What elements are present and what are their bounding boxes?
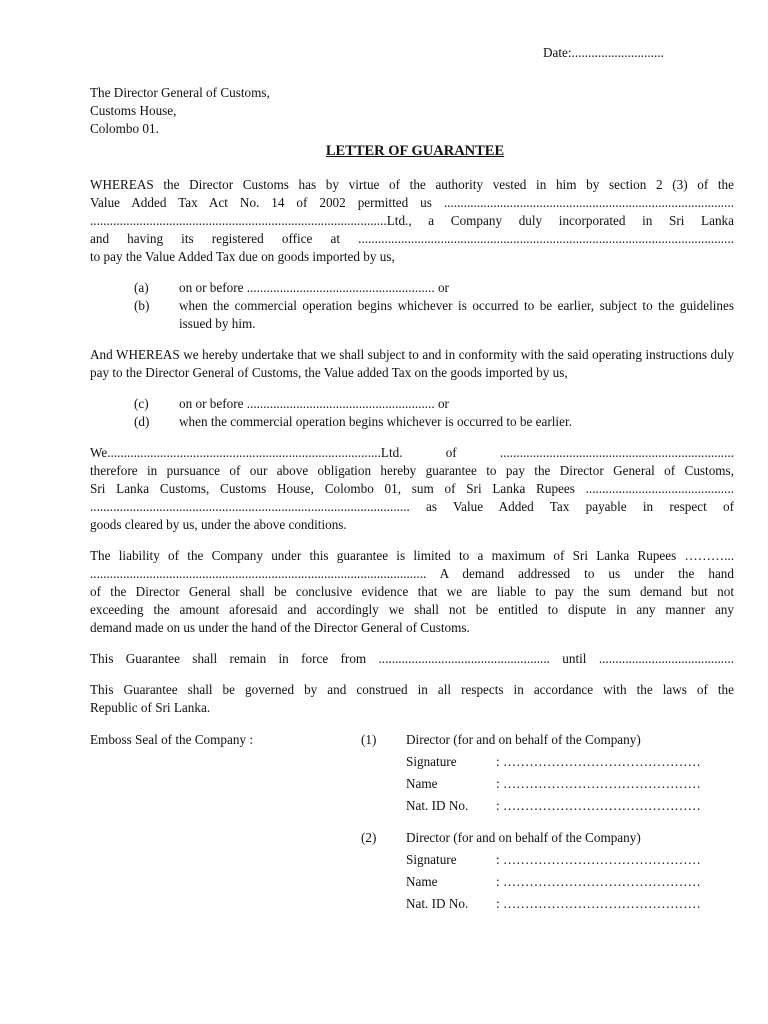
liability-paragraph bbox=[90, 547, 734, 637]
signatory-details bbox=[406, 731, 734, 815]
emboss-seal-label: Emboss Seal of the Company : bbox=[90, 732, 253, 747]
and-whereas-paragraph: And WHEREAS we hereby undertake that we shall subject to and in conformity with the said operating instructions duly pay to the Director General of Customs, the Value added Tax on the goods imported by us, bbox=[90, 347, 734, 380]
we-line: therefore in pursuance of our above obligation hereby guarantee to pay the Director General of Customs, bbox=[90, 463, 734, 478]
liability-line: The liability of the Company under this guarantee is limited to a maximum of Sri Lanka Rupees ………... bbox=[90, 548, 734, 563]
list-text: on or before ......................................................... or bbox=[179, 280, 449, 295]
list-item bbox=[90, 279, 734, 297]
signatory-heading: Director (for and on behalf of the Company) bbox=[406, 830, 641, 845]
field-value: : ……………………………………… bbox=[496, 896, 701, 911]
field-value: : ……………………………………… bbox=[496, 798, 701, 813]
signatory-heading: Director (for and on behalf of the Company) bbox=[406, 732, 641, 747]
field-label: Nat. ID No. bbox=[406, 896, 469, 911]
list-marker: (a) bbox=[134, 280, 149, 295]
signature-row bbox=[406, 753, 734, 771]
in-force-paragraph: This Guarantee shall remain in force from .................................................... until ......................................... bbox=[90, 651, 734, 666]
whereas-line: and having its registered office at .................................................................................................................. bbox=[90, 231, 734, 246]
we-paragraph bbox=[90, 444, 734, 534]
whereas-line: to pay the Value Added Tax due on goods imported by us, bbox=[90, 249, 395, 264]
addressee-line: Customs House, bbox=[90, 103, 177, 118]
addressee-line: Colombo 01. bbox=[90, 121, 159, 136]
whereas-paragraph bbox=[90, 176, 734, 266]
liability-line: of the Director General shall be conclusive evidence that we are liable to pay the sum demand but not bbox=[90, 584, 734, 599]
signatory-details bbox=[406, 829, 734, 913]
list-text: when the commercial operation begins whichever is occurred to be earlier. bbox=[179, 414, 572, 429]
field-value: : ……………………………………… bbox=[496, 852, 701, 867]
signatory-number: (2) bbox=[361, 830, 377, 845]
we-line: We...................................................................................Ltd. of ....................................................................... bbox=[90, 445, 734, 460]
list-marker: (d) bbox=[134, 414, 150, 429]
governed-line: Republic of Sri Lanka. bbox=[90, 700, 211, 715]
addressee-line: The Director General of Customs, bbox=[90, 85, 270, 100]
date-line: Date:............................ bbox=[543, 45, 664, 60]
whereas-line: WHEREAS the Director Customs has by virtue of the authority vested in him by section 2 (3) of the bbox=[90, 177, 734, 192]
signature-row bbox=[406, 851, 734, 869]
whereas-line: Value Added Tax Act No. 14 of 2002 permitted us ........................................................................................ bbox=[90, 195, 734, 210]
signature-block-2 bbox=[90, 829, 734, 913]
field-value: : ……………………………………… bbox=[496, 874, 701, 889]
field-value: : ……………………………………… bbox=[496, 754, 701, 769]
liability-line: exceeding the amount aforesaid and accordingly we shall not be entitled to dispute in any manner any bbox=[90, 602, 734, 617]
list-text: when the commercial operation begins whichever is occurred to be earlier, subject to the guidelines issued by him. bbox=[179, 298, 734, 331]
list-item bbox=[90, 395, 734, 413]
list-marker: (c) bbox=[134, 396, 149, 411]
field-label: Signature bbox=[406, 754, 457, 769]
we-line: goods cleared by us, under the above conditions. bbox=[90, 517, 347, 532]
field-label: Name bbox=[406, 874, 438, 889]
liability-line: demand made on us under the hand of the Director General of Customs. bbox=[90, 620, 470, 635]
addressee-block bbox=[90, 84, 734, 138]
signature-block-1 bbox=[90, 731, 734, 815]
conditions-list-2 bbox=[90, 395, 734, 431]
governed-paragraph bbox=[90, 681, 734, 717]
field-value: : ……………………………………… bbox=[496, 776, 701, 791]
we-line: ................................................................................................. as Value Added Tax payable in respect of bbox=[90, 499, 734, 514]
list-text: on or before ......................................................... or bbox=[179, 396, 449, 411]
name-row bbox=[406, 873, 734, 891]
field-label: Signature bbox=[406, 852, 457, 867]
list-item bbox=[90, 413, 734, 431]
list-marker: (b) bbox=[134, 298, 150, 313]
nat-id-row bbox=[406, 895, 734, 913]
whereas-line: ..........................................................................................Ltd., a Company duly incorporated in Sri Lanka bbox=[90, 213, 734, 228]
liability-line: ...................................................................................................... A demand addressed to us under the hand bbox=[90, 566, 734, 581]
document-title: LETTER OF GUARANTEE bbox=[325, 143, 505, 159]
nat-id-row bbox=[406, 797, 734, 815]
conditions-list-1 bbox=[90, 279, 734, 333]
field-label: Nat. ID No. bbox=[406, 798, 469, 813]
field-label: Name bbox=[406, 776, 438, 791]
we-line: Sri Lanka Customs, Customs House, Colombo 01, sum of Sri Lanka Rupees ............................................. bbox=[90, 481, 734, 496]
list-item bbox=[90, 297, 734, 333]
governed-line: This Guarantee shall be governed by and construed in all respects in accordance with the laws of the bbox=[90, 682, 734, 697]
signatory-number: (1) bbox=[361, 732, 377, 747]
name-row bbox=[406, 775, 734, 793]
